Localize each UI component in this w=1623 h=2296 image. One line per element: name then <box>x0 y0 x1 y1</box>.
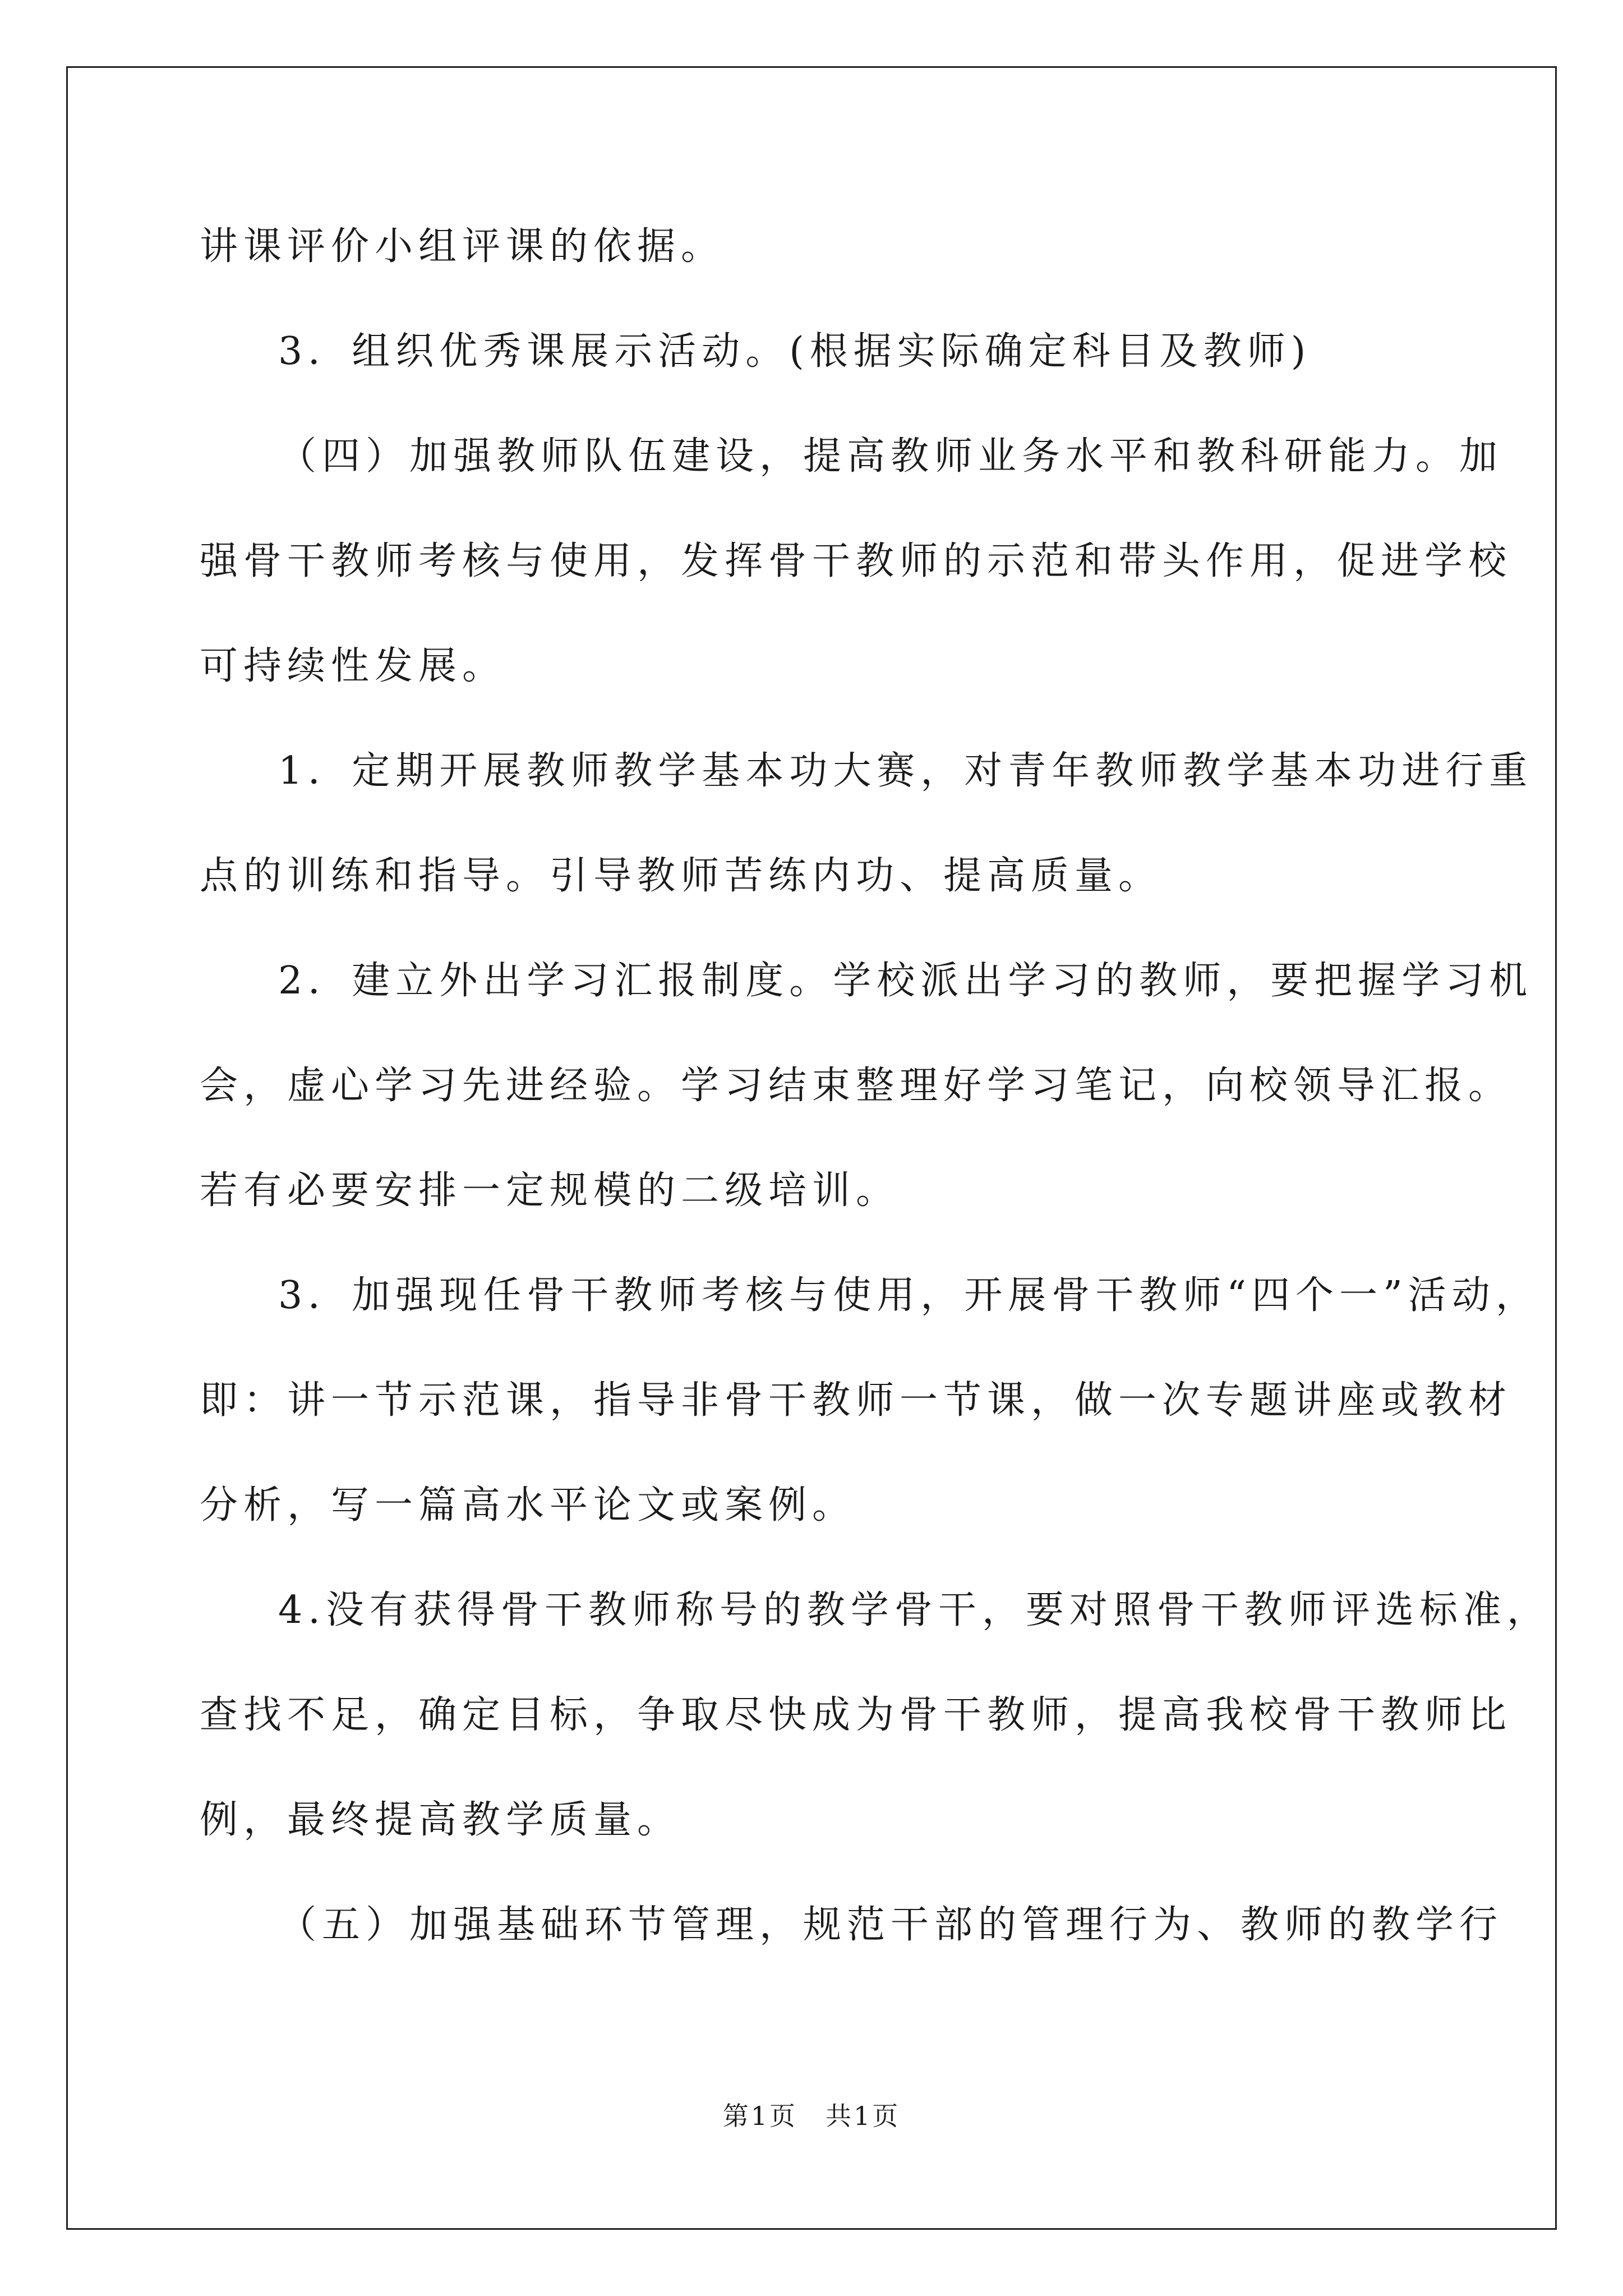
text-line: 3．组织优秀课展示活动。(根据实际确定科目及教师) <box>278 329 1312 374</box>
text-line: 点的训练和指导。引导教师苦练内功、提高质量。 <box>200 854 1163 898</box>
text-line: 查找不足，确定目标，争取尽快成为骨干教师，提高我校骨干教师比 <box>200 1693 1513 1737</box>
text-line: （四）加强教师队伍建设，提高教师业务水平和教科研能力。加 <box>278 434 1504 478</box>
text-line: 3．加强现任骨干教师考核与使用，开展骨干教师“四个一”活动， <box>278 1273 1539 1318</box>
page-footer: 第1页 共1页 <box>722 2101 901 2131</box>
text-line: 强骨干教师考核与使用，发挥骨干教师的示范和带头作用，促进学校 <box>200 539 1513 583</box>
text-line: 例，最终提高教学质量。 <box>200 1798 681 1842</box>
text-line: 讲课评价小组评课的依据。 <box>200 224 725 269</box>
text-line: 4.没有获得骨干教师称号的教学骨干，要对照骨干教师评选标准， <box>278 1588 1551 1632</box>
text-line: 若有必要安排一定规模的二级培训。 <box>200 1168 900 1213</box>
text-line: 即：讲一节示范课，指导非骨干教师一节课，做一次专题讲座或教材 <box>200 1378 1513 1423</box>
text-line: （五）加强基础环节管理，规范干部的管理行为、教师的教学行 <box>278 1903 1504 1947</box>
text-line: 可持续性发展。 <box>200 644 506 688</box>
text-line: 会，虚心学习先进经验。学习结束整理好学习笔记，向校领导汇报。 <box>200 1064 1513 1108</box>
text-line: 2．建立外出学习汇报制度。学校派出学习的教师，要把握学习机 <box>278 959 1533 1003</box>
text-line: 分析，写一篇高水平论文或案例。 <box>200 1483 856 1527</box>
text-line: 1．定期开展教师教学基本功大赛，对青年教师教学基本功进行重 <box>278 749 1533 793</box>
